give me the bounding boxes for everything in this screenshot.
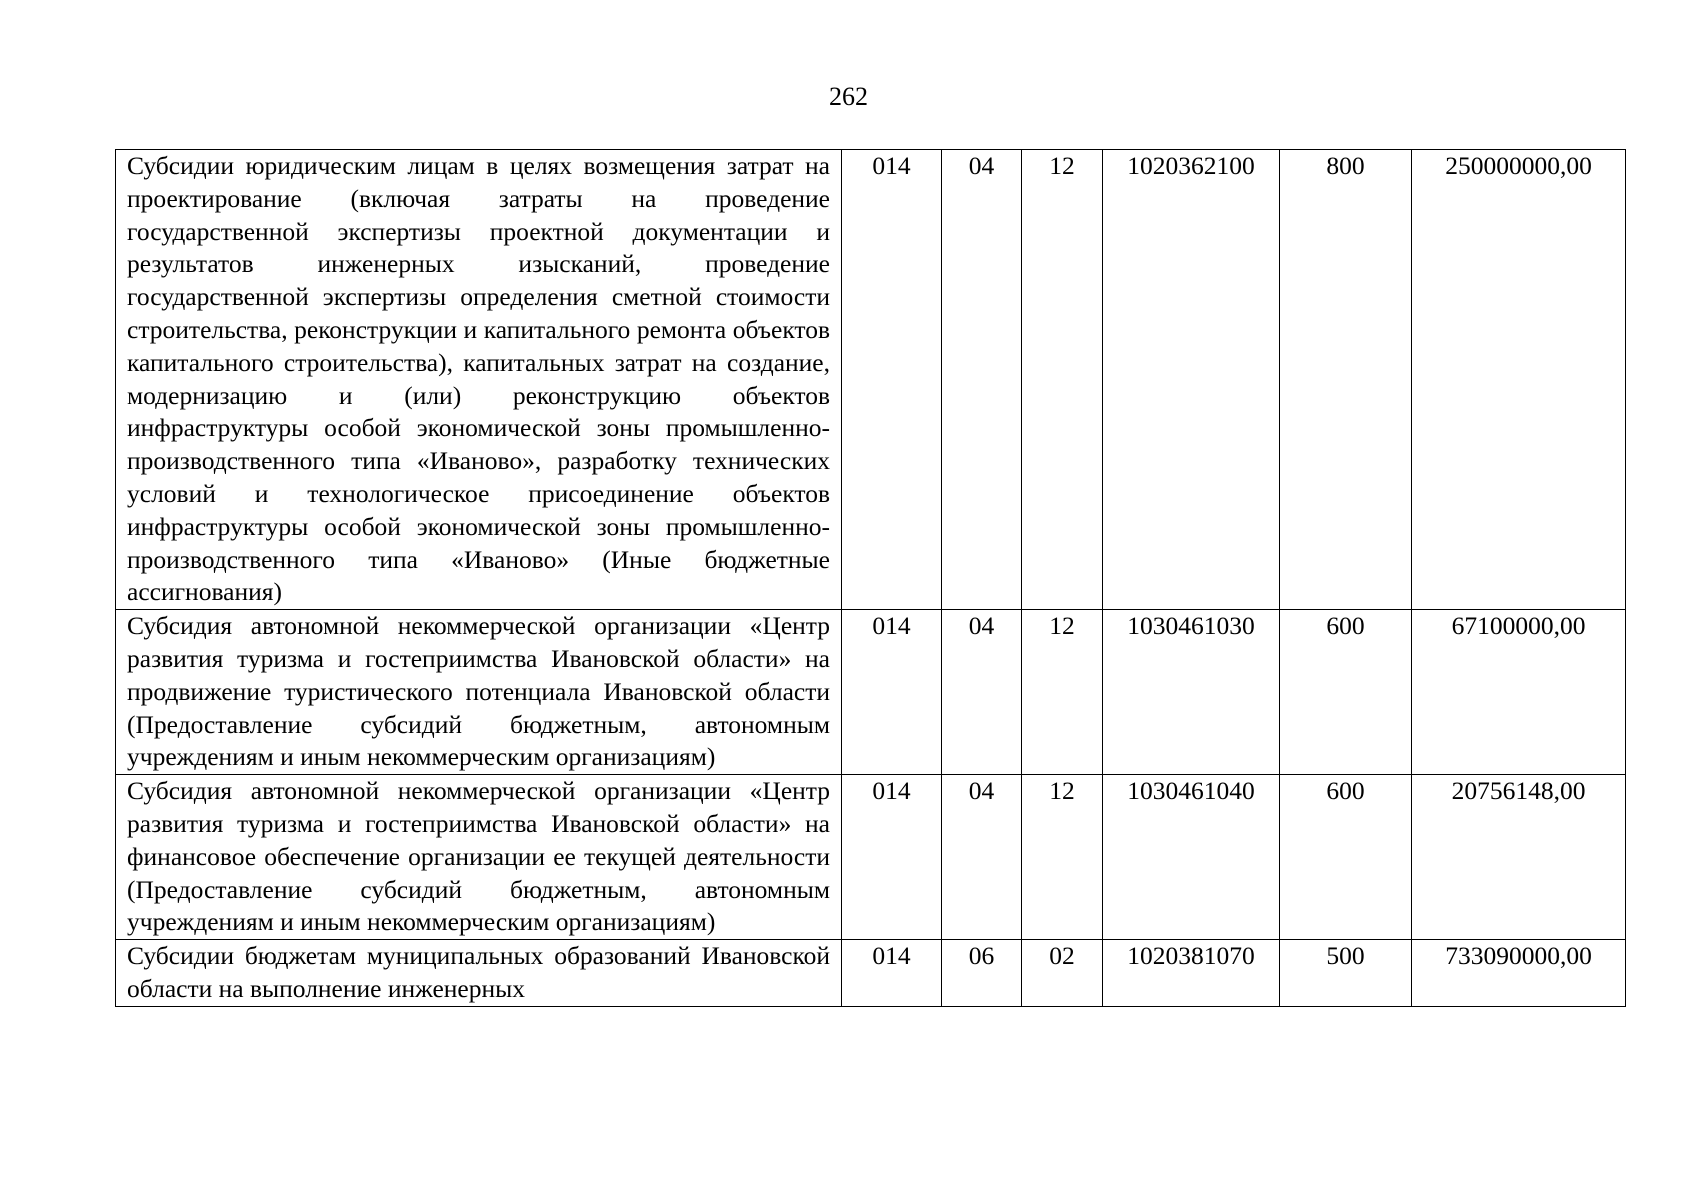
row-section-code: 04: [942, 610, 1022, 775]
table-row: [116, 150, 1626, 610]
row-target-article: 1020362100: [1103, 150, 1280, 610]
row-grbs-code: 014: [842, 940, 942, 1007]
row-description: Субсидия автономной некоммерческой организации «Центр развития туризма и гостеприимства Ивановской области» на продвижение туристического потенциала Ивановской области (Предоставление субсидий бюджетным, автономным учреждениям и иным некоммерческим организациям): [116, 610, 842, 775]
row-amount: 250000000,00: [1412, 150, 1626, 610]
row-target-article: 1020381070: [1103, 940, 1280, 1007]
table-row: [116, 610, 1626, 775]
page-number: 262: [829, 82, 868, 111]
row-amount: 733090000,00: [1412, 940, 1626, 1007]
row-expense-type: 500: [1280, 940, 1412, 1007]
row-subsection-code: 12: [1022, 775, 1103, 940]
row-grbs-code: 014: [842, 150, 942, 610]
row-expense-type: 600: [1280, 775, 1412, 940]
row-section-code: 04: [942, 150, 1022, 610]
row-description: [116, 940, 842, 1007]
row-section-code: 06: [942, 940, 1022, 1007]
row-description: Субсидии юридическим лицам в целях возмещения затрат на проектирование (включая затраты на проведение государственной экспертизы проектной документации и результатов инженерных изысканий, проведение государственной экспертизы определения сметной стоимости строительства, реконструкции и капитального ремонта объектов капитального строительства), капитальных затрат на создание, модернизацию и (или) реконструкцию объектов инфраструктуры особой экономической зоны промышленно-производственного типа «Иваново», разработку технических условий и технологическое присоединение объектов инфраструктуры особой экономической зоны промышленно-производственного типа «Иваново» (Иные бюджетные ассигнования): [116, 150, 842, 610]
row-amount: 67100000,00: [1412, 610, 1626, 775]
row-grbs-code: 014: [842, 610, 942, 775]
row-description-text: Субсидии бюджетам муниципальных образований Ивановской области на выполнение инженерных: [127, 941, 830, 1003]
budget-table: [115, 149, 1626, 1007]
table-row: [116, 775, 1626, 940]
row-expense-type: 800: [1280, 150, 1412, 610]
row-target-article: 1030461040: [1103, 775, 1280, 940]
row-amount: 20756148,00: [1412, 775, 1626, 940]
row-target-article: 1030461030: [1103, 610, 1280, 775]
row-grbs-code: 014: [842, 775, 942, 940]
row-subsection-code: 02: [1022, 940, 1103, 1007]
row-description: Субсидия автономной некоммерческой организации «Центр развития туризма и гостеприимства Ивановской области» на финансовое обеспечение организации ее текущей деятельности (Предоставление субсидий бюджетным, автономным учреждениям и иным некоммерческим организациям): [116, 775, 842, 940]
row-subsection-code: 12: [1022, 610, 1103, 775]
row-subsection-code: 12: [1022, 150, 1103, 610]
row-expense-type: 600: [1280, 610, 1412, 775]
table-row: [116, 940, 1626, 1007]
row-section-code: 04: [942, 775, 1022, 940]
